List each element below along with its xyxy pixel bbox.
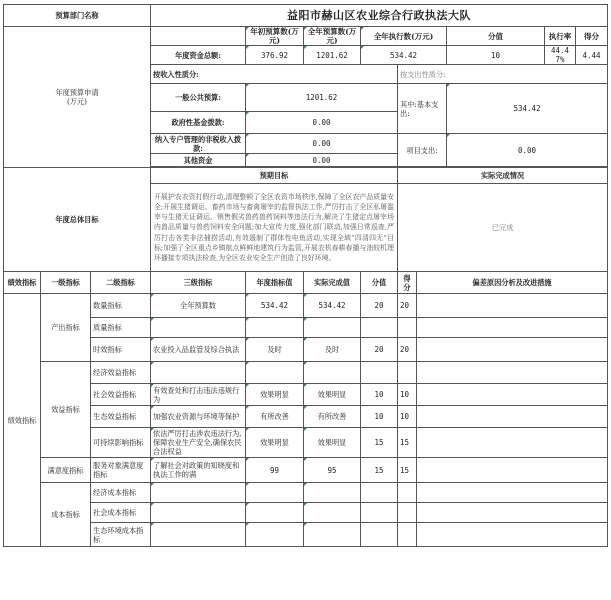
sustainable-target: 效果明显 (246, 428, 304, 458)
sustainable-lvl3: 依法严厉打击涉农违法行为,保障农业生产安全,确保农民合法权益 (151, 428, 246, 458)
col-level1: 一级指标 (41, 272, 91, 294)
satisfaction-indicator-label: 满意度指标 (41, 458, 91, 483)
special-account-label: 纳入专户管理的非税收入拨款: (151, 134, 246, 154)
cost-indicator-label: 成本指标 (41, 483, 91, 547)
total-full-year-value: 1201.62 (304, 46, 361, 65)
timeliness-score: 20 (398, 338, 417, 362)
quantity-actual: 534.42 (304, 294, 361, 318)
social-score: 10 (398, 384, 417, 406)
col-target: 年度指标值 (246, 272, 304, 294)
col-initial-budget: 年初预算数(万元) (246, 27, 304, 46)
ecological-value: 10 (361, 406, 398, 428)
timeliness-actual: 及时 (304, 338, 361, 362)
timeliness-lvl3: 农业投入品监管及综合执法 (151, 338, 246, 362)
timeliness-value: 20 (361, 338, 398, 362)
budget-section-label: 年度预算申请 (万元) (4, 27, 151, 168)
ecological-score: 10 (398, 406, 417, 428)
service-target: 99 (246, 458, 304, 483)
col-level3: 三级指标 (151, 272, 246, 294)
ecological-lvl3: 加强农业资源与环境等保护 (151, 406, 246, 428)
sustainable-actual: 效果明显 (304, 428, 361, 458)
expected-goals-text: 开展护农农资打假行动,清理整顿了全区农资市场秩序,保障了全区农产品质量安全;开展生猪调运、畜药市场与畜禽屠宰的监督执法工作,严厉打击了全区私屠滥宰与生猪无证调运、销售假劣兽药兽药饲料等违法行为,解决了生猪定点屠宰场内兽品质量与兽药饲料安全问题;加大宣传力度,强化部门联动,加强日常巡查,严厉打击各类非法捕捞活动,有效遏制了群体性电鱼活动,实现全域“四清四无”目标;加强了全区重点乡镇航点鲜鲜地建筑行为监管,开展农机春耕春播与油较机理环播接专项执法检查,为全区农业安全生产创造了良好环境。 (151, 184, 398, 272)
col-full-year-budget: 全年预算数(万元) (304, 27, 361, 46)
col-ind-score: 得分 (398, 272, 417, 294)
total-executed-value: 534.42 (361, 46, 447, 65)
total-initial-value: 376.92 (246, 46, 304, 65)
public-budget-label: 一般公共预算: (151, 84, 246, 112)
col-score: 得分 (576, 27, 608, 46)
project-expense-value: 0.00 (447, 134, 608, 167)
social-actual: 效果明显 (304, 384, 361, 406)
service-score: 15 (398, 458, 417, 483)
social-target: 效果明显 (246, 384, 304, 406)
project-expense-label: 项目支出: (398, 134, 447, 167)
other-funds-value: 0.00 (246, 154, 398, 167)
social-value: 10 (361, 384, 398, 406)
social-benefit-indicator: 社会效益指标 (91, 384, 151, 406)
ecological-cost-indicator: 生态环境成本指标 (91, 523, 151, 547)
expense-type-label: 按支出性质分: (398, 65, 608, 84)
actual-completion-header: 实际完成情况 (398, 168, 608, 184)
service-satisfaction-indicator: 服务对象满意度指标 (91, 458, 151, 483)
perf-indicator-label: 绩效指标 (4, 294, 41, 547)
other-funds-label: 其他资金 (151, 154, 246, 167)
annual-goals-label: 年度总体目标 (4, 168, 151, 272)
dept-name: 益阳市赫山区农业综合行政执法大队 (151, 5, 608, 27)
performance-sheet (3, 4, 607, 594)
basic-expense-label: 其中:基本支出: (398, 84, 447, 134)
col-score-value: 分值 (447, 27, 545, 46)
col-exec-rate: 执行率 (545, 27, 576, 46)
social-lvl3: 有效查处和打击违法违规行为 (151, 384, 246, 406)
expected-goals-header: 预期目标 (151, 168, 398, 184)
col-perf-indicator: 绩效指标 (4, 272, 41, 294)
sustainable-value: 15 (361, 428, 398, 458)
timeliness-target: 及时 (246, 338, 304, 362)
public-budget-value: 1201.62 (246, 84, 398, 112)
gov-fund-value: 0.00 (246, 112, 398, 134)
social-cost-indicator: 社会成本指标 (91, 503, 151, 523)
quantity-value: 20 (361, 294, 398, 318)
economic-benefit-indicator: 经济效益指标 (91, 362, 151, 384)
basic-expense-value: 534.42 (447, 84, 608, 134)
total-score-value: 10 (447, 46, 545, 65)
col-analysis: 偏差原因分析及改进措施 (417, 272, 608, 294)
ecological-target: 有所改善 (246, 406, 304, 428)
performance-table (3, 4, 608, 547)
service-value: 15 (361, 458, 398, 483)
service-lvl3: 了解社会对政策的知晓度和执法工作的满 (151, 458, 246, 483)
quantity-target: 534.42 (246, 294, 304, 318)
service-actual: 95 (304, 458, 361, 483)
sustainable-impact-indicator: 可持续影响指标 (91, 428, 151, 458)
ecological-actual: 有所改善 (304, 406, 361, 428)
special-account-value: 0.00 (246, 134, 398, 154)
economic-cost-indicator: 经济成本指标 (91, 483, 151, 503)
col-executed: 全年执行数(万元) (361, 27, 447, 46)
ecological-benefit-indicator: 生态效益指标 (91, 406, 151, 428)
col-actual: 实际完成值 (304, 272, 361, 294)
col-level2: 二级指标 (91, 272, 151, 294)
gov-fund-label: 政府性基金拨款: (151, 112, 246, 134)
quantity-indicator: 数量指标 (91, 294, 151, 318)
actual-completion-text: 已完成 (398, 184, 608, 272)
benefit-indicator-label: 效益指标 (41, 362, 91, 458)
sustainable-score: 15 (398, 428, 417, 458)
dept-label: 预算部门名称 (4, 5, 151, 27)
quantity-lvl3: 全年预算数 (151, 294, 246, 318)
quantity-score: 20 (398, 294, 417, 318)
output-indicator-label: 产出指标 (41, 294, 91, 362)
total-label: 年度资金总额: (151, 46, 246, 65)
quality-indicator: 质量指标 (91, 318, 151, 338)
income-type-label: 按收入性质分: (151, 65, 398, 84)
timeliness-indicator: 时效指标 (91, 338, 151, 362)
total-exec-rate: 44.47% (545, 46, 576, 65)
total-score: 4.44 (576, 46, 608, 65)
col-ind-score-value: 分值 (361, 272, 398, 294)
